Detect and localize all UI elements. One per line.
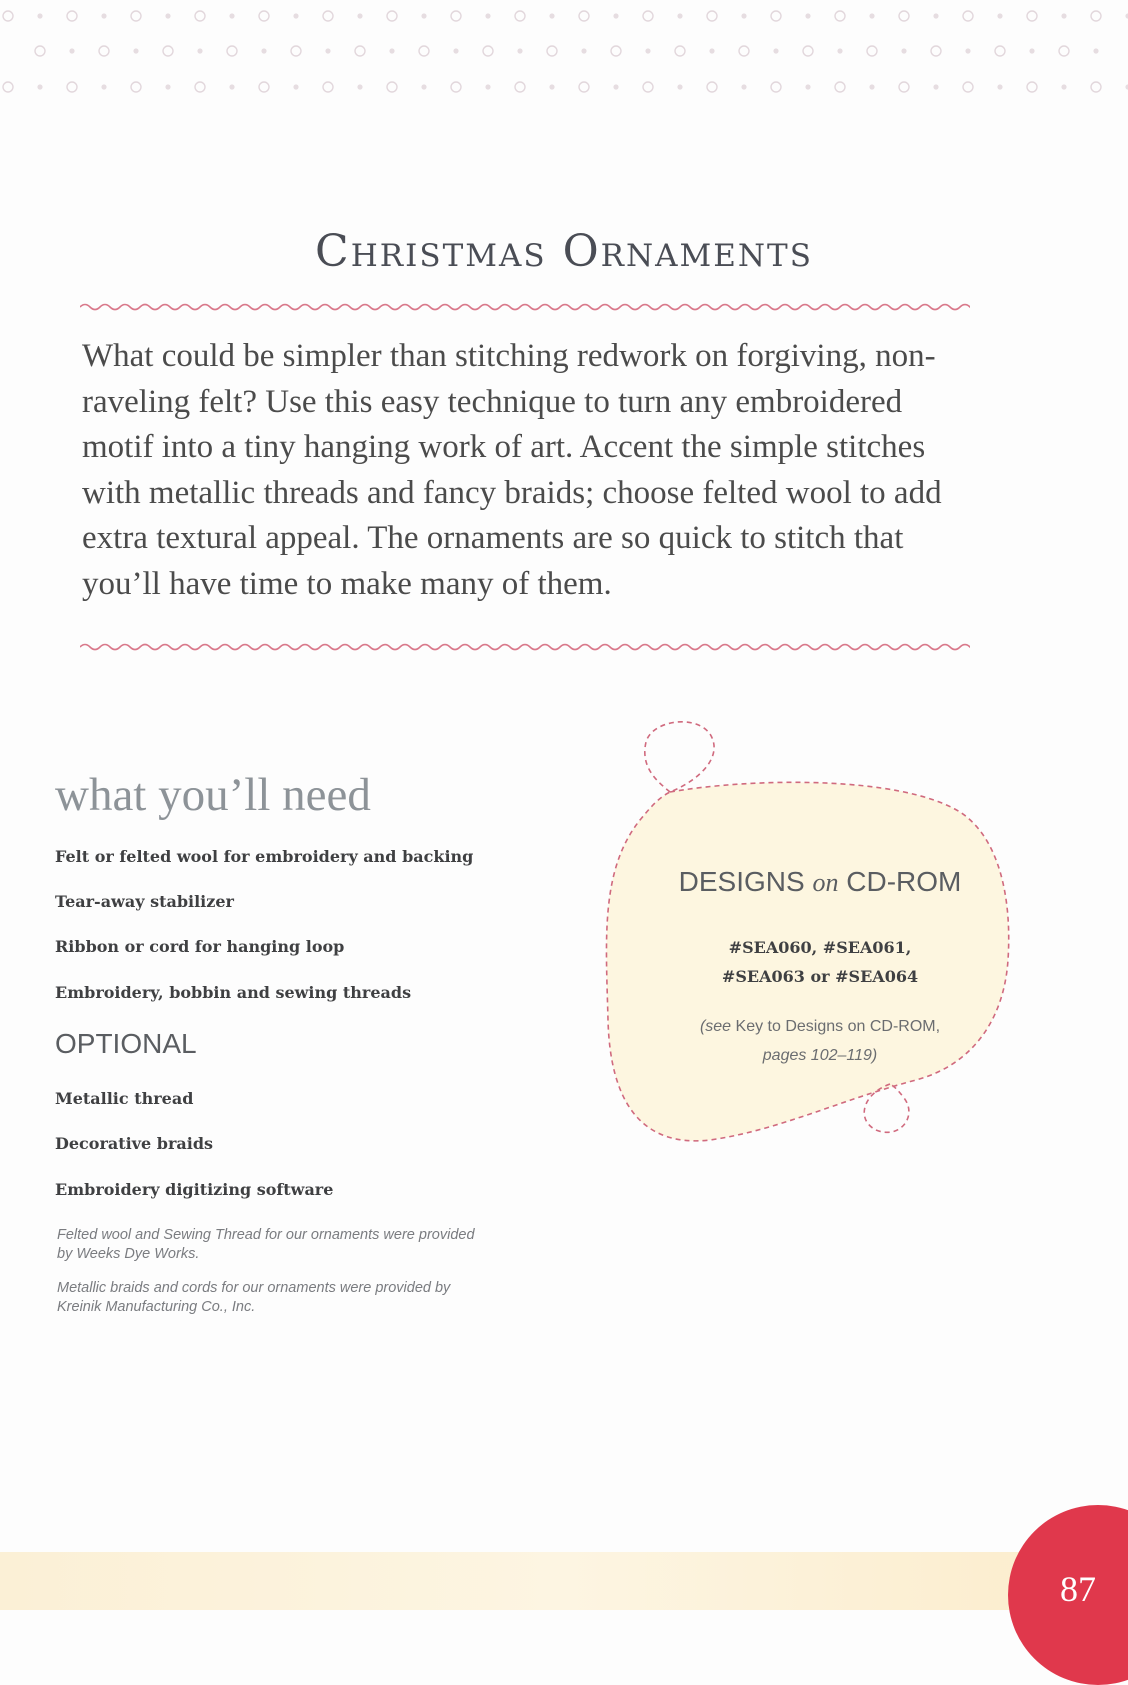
what-youll-need-heading: what you’ll need (55, 769, 371, 821)
need-item: Ribbon or cord for hanging loop (55, 937, 345, 956)
wavy-divider-bottom (80, 640, 970, 654)
intro-paragraph: What could be simpler than stitching redwork on forgiving, non-raveling felt? Use this easy technique to turn any embroidered motif into a tiny hanging work of art. Accent the simple stitches with metallic threads and fancy braids; choose felted wool to add extra textural appeal. The ornaments are so quick to stitch that you’ll have time to make many of them. (82, 338, 942, 602)
need-item: Felt or felted wool for embroidery and backing (55, 847, 474, 866)
cd-title-on: on (812, 868, 839, 897)
need-item: Tear-away stabilizer (55, 892, 234, 911)
top-dot-pattern (0, 0, 1128, 110)
cd-rom-title (630, 866, 1010, 898)
bottom-edge (0, 1610, 1128, 1627)
page-title: Christmas Ornaments (315, 226, 813, 277)
credit-note: Felted wool and Sewing Thread for our ornaments were provided by Weeks Dye Works. (57, 1227, 475, 1262)
need-item: Embroidery, bobbin and sewing threads (55, 983, 412, 1002)
note-see: (see (699, 1018, 732, 1035)
credit-note: Metallic braids and cords for our ornaments were provided by Kreinik Manufacturing Co., Inc. (57, 1280, 451, 1315)
design-codes (630, 933, 1010, 991)
design-codes-line: #SEA060, #SEA061, (728, 938, 912, 957)
optional-item: Decorative braids (55, 1134, 214, 1153)
wavy-divider-top (80, 300, 970, 314)
optional-item: Metallic thread (55, 1089, 194, 1108)
note-text: Key to Designs on CD-ROM, (735, 1018, 941, 1035)
optional-heading: OPTIONAL (55, 1028, 197, 1059)
design-codes-line: #SEA063 or #SEA064 (721, 967, 919, 986)
cd-rom-note (630, 1012, 1010, 1070)
note-pages: pages 102–119) (762, 1047, 878, 1064)
cd-title-designs: DESIGNS (678, 866, 805, 897)
cd-title-cdrom: CD-ROM (846, 866, 962, 897)
page-number: 87 (1060, 1569, 1096, 1609)
optional-item: Embroidery digitizing software (55, 1180, 334, 1199)
